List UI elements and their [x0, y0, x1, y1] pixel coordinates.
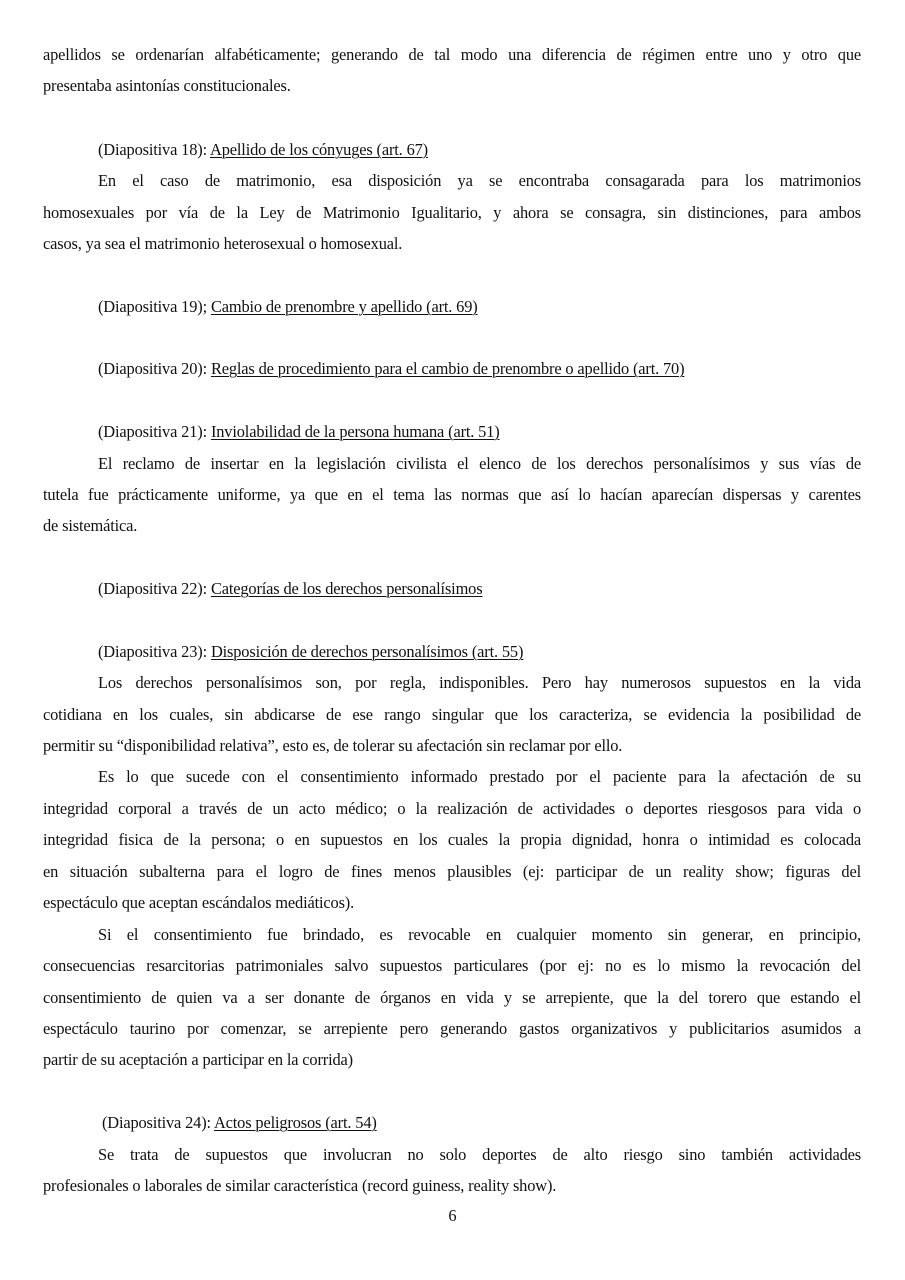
paragraph-line: partir de su aceptación a participar en la corrida)	[43, 1050, 353, 1069]
paragraph-line: profesionales o laborales de similar característica (record guiness, reality show).	[43, 1176, 557, 1195]
slide-heading-prefix: (Diapositiva 20):	[98, 359, 211, 378]
paragraph-line: cotidiana en los cuales, sin abdicarse de ese rango singular que los caracteriza, se evidencia la posibilidad de	[43, 705, 861, 724]
slide-heading-prefix: (Diapositiva 23):	[98, 642, 211, 661]
paragraph-line: homosexuales por vía de la Ley de Matrimonio Igualitario, y ahora se consagra, sin distinciones, para ambos	[43, 203, 861, 222]
page-number: 6	[448, 1206, 457, 1225]
paragraph-line: apellidos se ordenarían alfabéticamente; generando de tal modo una diferencia de régimen entre uno y otro que	[43, 45, 861, 64]
paragraph-line: consentimiento de quien va a ser donante de órganos en vida y se arrepiente, que la del torero que estando el	[43, 988, 861, 1007]
paragraph-line: en situación subalterna para el logro de fines menos plausibles (ej: participar de un reality show; figuras del	[43, 862, 861, 881]
paragraph-line: presentaba asintonías constitucionales.	[43, 76, 291, 95]
slide-heading-19	[98, 297, 861, 317]
paragraph-line: En el caso de matrimonio, esa disposición ya se encontraba consagarada para los matrimonios	[98, 171, 861, 190]
slide-heading-23	[98, 642, 861, 662]
paragraph-line: Se trata de supuestos que involucran no solo deportes de alto riesgo sino también actividades	[98, 1145, 861, 1164]
slide-heading-title: Cambio de prenombre y apellido (art. 69)	[210, 297, 478, 316]
slide-heading-title: Actos peligrosos (art. 54)	[213, 1113, 377, 1132]
slide-heading-prefix: (Diapositiva 18):	[98, 140, 211, 159]
slide-heading-prefix: (Diapositiva 21):	[98, 422, 211, 441]
paragraph-line: tutela fue prácticamente uniforme, ya que en el tema las normas que así lo hacían aparecían dispersas y carentes	[43, 485, 861, 504]
paragraph-line: Si el consentimiento fue brindado, es revocable en cualquier momento sin generar, en principio,	[98, 925, 861, 944]
slide-heading-24	[98, 1113, 861, 1133]
slide-heading-title: Categorías de los derechos personalísimos	[210, 579, 483, 598]
slide-heading-title: Disposición de derechos personalísimos (art. 55)	[210, 642, 524, 661]
slide-heading-21	[98, 422, 861, 442]
slide-heading-18	[98, 140, 861, 160]
paragraph-line: El reclamo de insertar en la legislación civilista el elenco de los derechos personalísimos y sus vías de	[98, 454, 861, 473]
paragraph-line: Los derechos personalísimos son, por regla, indisponibles. Pero hay numerosos supuestos en la vida	[98, 673, 861, 692]
paragraph-line: integridad fisica de la persona; o en supuestos en los cuales la propia dignidad, honra o intimidad es colocada	[43, 830, 861, 849]
paragraph-line: Es lo que sucede con el consentimiento informado prestado por el paciente para la afectación de su	[98, 767, 861, 786]
slide-heading-prefix: (Diapositiva 22):	[98, 579, 211, 598]
paragraph-line: de sistemática.	[43, 516, 138, 535]
slide-heading-prefix: (Diapositiva 24):	[98, 1113, 214, 1132]
paragraph-line: casos, ya sea el matrimonio heterosexual o homosexual.	[43, 234, 403, 253]
paragraph-line: consecuencias resarcitorias patrimoniales salvo supuestos particulares (por ej: no es lo mismo la revocación del	[43, 956, 861, 975]
paragraph-line: espectáculo que aceptan escándalos mediáticos).	[43, 893, 355, 912]
slide-heading-20	[98, 359, 861, 379]
slide-heading-prefix: (Diapositiva 19);	[98, 297, 211, 316]
paragraph-line: permitir su “disponibilidad relativa”, esto es, de tolerar su afectación sin reclamar por ello.	[43, 736, 623, 755]
slide-heading-title: Apellido de los cónyuges (art. 67)	[210, 140, 428, 159]
slide-heading-title: Reglas de procedimiento para el cambio de prenombre o apellido (art. 70)	[210, 359, 685, 378]
paragraph-line: integridad corporal a través de un acto médico; o la realización de actividades o deportes riesgosos para vida o	[43, 799, 861, 818]
slide-heading-22	[98, 579, 861, 599]
paragraph-line: espectáculo taurino por comenzar, se arrepiente pero generando gastos organizativos y publicitarios asumidos a	[43, 1019, 861, 1038]
slide-heading-title: Inviolabilidad de la persona humana (art. 51)	[210, 422, 500, 441]
